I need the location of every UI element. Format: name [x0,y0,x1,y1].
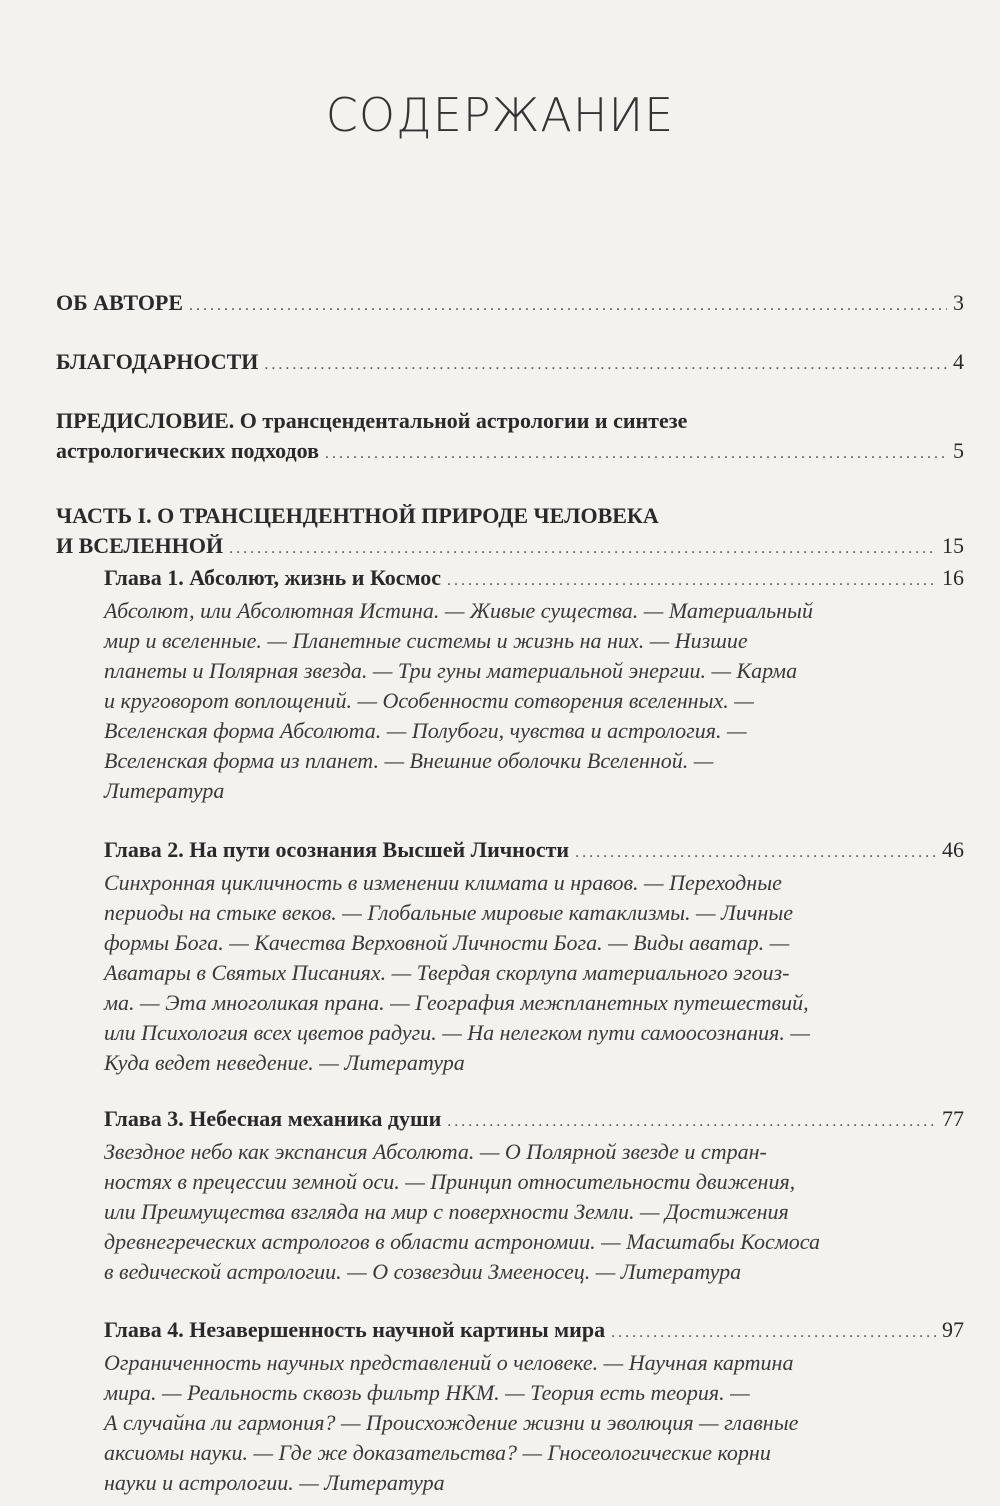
chapter-description [104,596,916,806]
chapter-title: Глава 1. Абсолют, жизнь и Космос [104,565,442,590]
description-line: периоды на стыке веков. — Глобальные мировые катаклизмы. — Личные [104,900,794,925]
description-line: Вселенская форма из планет. — Внешние оболочки Вселенной. — [104,748,714,773]
description-line: мир и вселенные. — Планетные системы и жизнь на них. — Низшие [104,628,748,653]
leader-dots [264,350,947,380]
toc-entry-label-line1: ЧАСТЬ I. О ТРАНСЦЕНДЕНТНОЙ ПРИРОДЕ ЧЕЛОВЕКА [56,503,659,528]
toc-entry-acknowledgements[interactable] [56,347,964,380]
chapter-title: Глава 4. Незавершенность научной картины мира [104,1317,606,1342]
toc-chapter-4[interactable] [104,1315,964,1498]
toc-entry-label-line2: астрологических подходов [56,438,320,463]
toc-entry-about-author[interactable] [56,288,964,321]
chapter-page: 77 [942,1106,964,1131]
leader-dots [447,1107,936,1137]
chapter-page: 46 [942,837,964,862]
description-line: в ведической астрологии. — О созвездии Змееносец. — Литература [104,1259,742,1284]
description-line: Звездное небо как экспансия Абсолюта. — О Полярной звезде и стран- [104,1139,767,1164]
page-title: СОДЕРЖАНИЕ [325,88,675,142]
description-line: Абсолют, или Абсолютная Истина. — Живые существа. — Материальный [104,598,813,623]
description-line: или Преимущества взгляда на мир с поверхности Земли. — Достижения [104,1199,789,1224]
description-line: Куда ведет неведение. — Литература [104,1050,465,1075]
description-line: аксиомы науки. — Где же доказательства? — Гносеологические корни [104,1440,771,1465]
description-line: Литература [104,778,225,803]
description-line: А случайна ли гармония? — Происхождение жизни и эволюция — главные [104,1410,799,1435]
toc-entry-preface[interactable] [56,406,964,469]
leader-dots [611,1318,936,1348]
chapter-title: Глава 2. На пути осознания Высшей Личности [104,837,570,862]
toc-entry-page: 3 [953,290,964,315]
chapter-page: 16 [942,565,964,590]
toc-entry-page: 4 [953,349,964,374]
description-line: и круговорот воплощений. — Особенности сотворения вселенных. — [104,688,754,713]
toc-entry-page: 5 [953,438,964,463]
toc-entry-label: БЛАГОДАРНОСТИ [56,349,259,374]
chapter-description [104,1137,916,1287]
toc-chapter-1[interactable] [104,563,964,806]
leader-dots [447,566,936,596]
description-line: или Психология всех цветов радуги. — На нелегком пути самоосознания. — [104,1020,810,1045]
leader-dots [575,838,936,868]
description-line: планеты и Полярная звезда. — Три гуны материальной энергии. — Карма [104,658,798,683]
description-line: Синхронная цикличность в изменении климата и нравов. — Переходные [104,870,782,895]
description-line: древнегреческих астрологов в области астрономии. — Масштабы Космоса [104,1229,820,1254]
chapter-page: 97 [942,1317,964,1342]
chapter-description [104,868,916,1078]
description-line: ностях в прецессии земной оси. — Принцип относительности движения, [104,1169,796,1194]
leader-dots [189,291,947,321]
chapter-title: Глава 3. Небесная механика души [104,1106,442,1131]
toc-entry-page: 15 [942,533,964,558]
leader-dots [229,534,936,564]
toc-entry-label: ОБ АВТОРЕ [56,290,184,315]
toc-entry-label-line1: ПРЕДИСЛОВИЕ. О трансцендентальной астрологии и синтезе [56,408,688,433]
toc-chapter-3[interactable] [104,1104,964,1287]
description-line: формы Бога. — Качества Верховной Личности Бога. — Виды аватар. — [104,930,790,955]
description-line: науки и астрологии. — Литература [104,1470,445,1495]
description-line: ма. — Эта многоликая прана. — География межпланетных путешествий, [104,990,809,1015]
toc-entry-label-line2: И ВСЕЛЕННОЙ [56,533,224,558]
description-line: Ограниченность научных представлений о человеке. — Научная картина [104,1350,794,1375]
description-line: Аватары в Святых Писаниях. — Твердая скорлупа материального эгоиз- [104,960,790,985]
toc-entry-part-1[interactable] [56,501,964,564]
chapter-description [104,1348,916,1498]
description-line: Вселенская форма Абсолюта. — Полубоги, чувства и астрология. — [104,718,747,743]
toc-chapter-2[interactable] [104,835,964,1078]
leader-dots [325,439,947,469]
description-line: мира. — Реальность сквозь фильтр НКМ. — Теория есть теория. — [104,1380,750,1405]
